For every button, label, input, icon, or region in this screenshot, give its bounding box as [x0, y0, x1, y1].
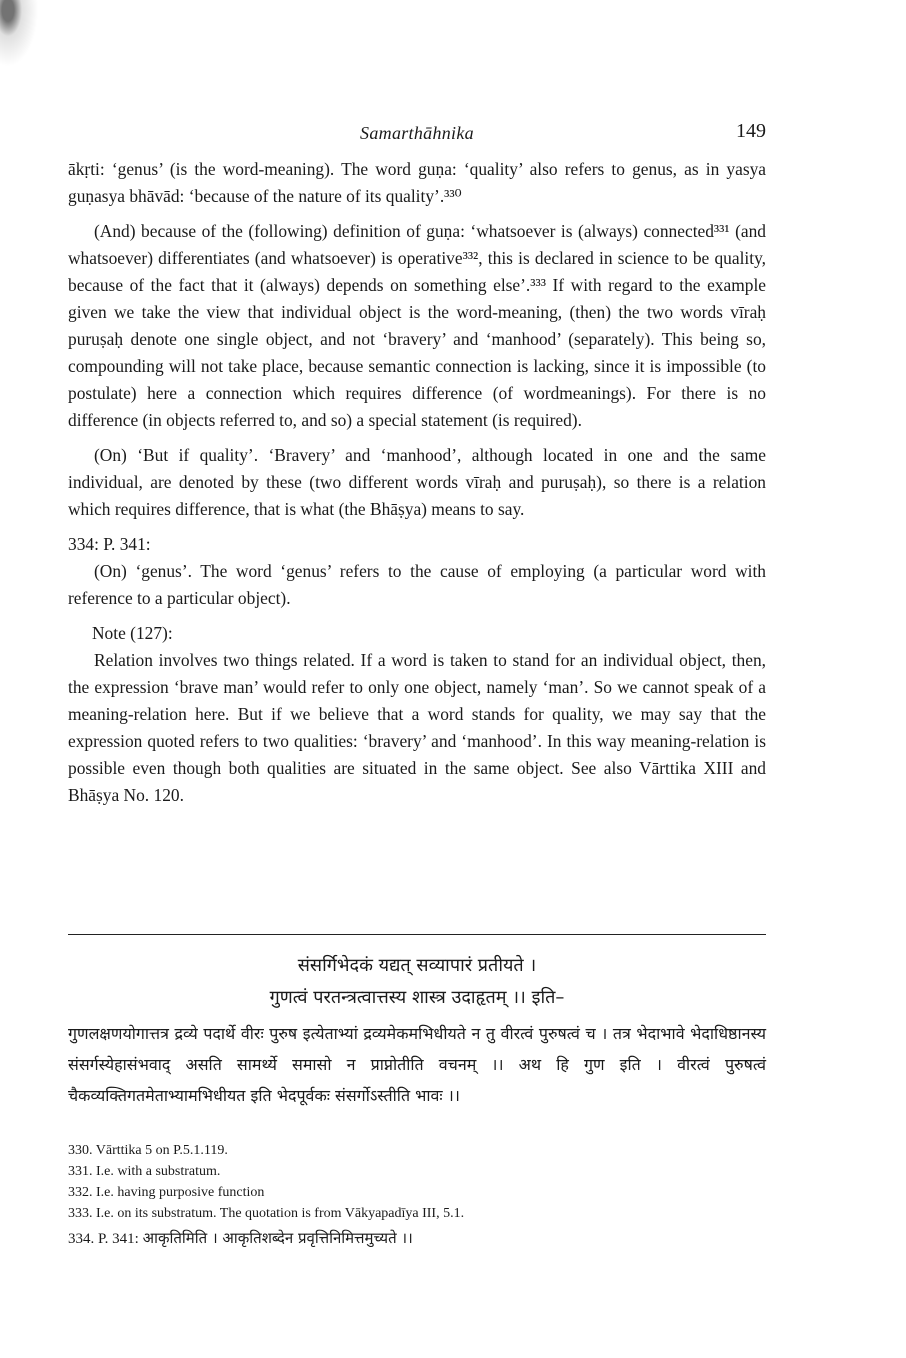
page-header	[68, 120, 766, 150]
footnote-334-ref: 334. P. 341:	[68, 1231, 139, 1247]
verse-line-1: संसर्गिभेदकं यद्यत् सव्यापारं प्रतीयते ।	[297, 955, 537, 976]
footnote-333: 333. I.e. on its substratum. The quotation is from Vākyapadīya III, 5.1.	[68, 1206, 465, 1221]
section-label-334: 334: P. 341:	[68, 534, 151, 554]
page-number: 149	[736, 120, 766, 142]
footnote-divider	[68, 934, 766, 935]
footnotes	[68, 1140, 766, 1250]
paragraph-guna-definition: (And) because of the (following) definition of guṇa: ‘whatsoever is (always) connected³³¹ (and whatsoever) differentiates (and whatsoever) is operative³³², this is declared in science to be quality, because of the fact that it (always) depends on something else’.³³³ If with regard to the example given we take the view that individual object is the word-meaning, (then) the two words vīraḥ puruṣaḥ denote one single object, and not ‘bravery’ and ‘manhood’ (separately). This being so, compounding will not take place, because semantic connection is lacking, since it is impossible (to postulate) here a connection which requires difference (of wordmeanings). For there is no difference (in objects referred to, and so) a special statement (is required).	[68, 221, 766, 430]
sanskrit-commentary	[68, 950, 766, 1111]
note-label: Note (127):	[92, 623, 173, 643]
running-title: Samarthāhnika	[360, 123, 474, 143]
footnote-331: 331. I.e. with a substratum.	[68, 1164, 221, 1179]
paragraph-genus: (On) ‘genus’. The word ‘genus’ refers to the cause of employing (a particular word with reference to a particular object).	[68, 561, 766, 608]
footnote-334-text: आकृतिमिति । आकृतिशब्देन प्रवृत्तिनिमित्तमुच्यते ।।	[142, 1229, 413, 1247]
verse-line-2: गुणत्वं परतन्त्रत्वात्तस्य शास्त्र उदाहृतम् ।। इति–	[269, 987, 565, 1008]
paragraph-but-if-quality: (On) ‘But if quality’. ‘Bravery’ and ‘manhood’, although located in one and the same individual, are denoted by these (two different words vīraḥ and puruṣaḥ), so there is a relation which requires difference, that is what (the Bhāṣya) means to say.	[68, 445, 766, 519]
paragraph-akrti: ākṛti: ‘genus’ (is the word-meaning). The word guṇa: ‘quality’ also refers to genus, as in yasya guṇasya bhāvād: ‘because of the nature of its quality’.³³⁰	[68, 159, 766, 206]
sanskrit-prose: गुणलक्षणयोगात्तत्र द्रव्ये पदार्थे वीरः पुरुष इत्येताभ्यां द्रव्यमेकमभिधीयते न तु वीरत्वं पुरुषत्वं च । तत्र भेदाभावे भेदाधिष्ठानस्य संसर्गस्येहासंभवाद् असति सामर्थ्ये समासो न प्राप्नोतीति वचनम् ।। अथ हि गुण इति । वीरत्वं पुरुषत्वं चैकव्यक्तिगतमेताभ्यामभिधीयत इति भेदपूर्वकः संसर्गोऽस्तीति भावः ।।	[68, 1024, 766, 1105]
paragraph-note: Relation involves two things related. If a word is taken to stand for an individual object, then, the expression ‘brave man’ would refer to only one object, namely ‘man’. So we cannot speak of a meaning-relation here. But if we believe that a word stands for quality, we may say that the expression quoted refers to two qualities: ‘bravery’ and ‘manhood’. In this way meaning-relation is possible even though both qualities are situated in the same object. See also Vārttika XIII and Bhāṣya No. 120.	[68, 650, 766, 805]
footnote-330: 330. Vārttika 5 on P.5.1.119.	[68, 1143, 228, 1158]
body-text	[68, 156, 766, 817]
scan-speck	[0, 0, 40, 70]
footnote-334	[68, 1228, 766, 1250]
footnote-332: 332. I.e. having purposive function	[68, 1185, 265, 1200]
